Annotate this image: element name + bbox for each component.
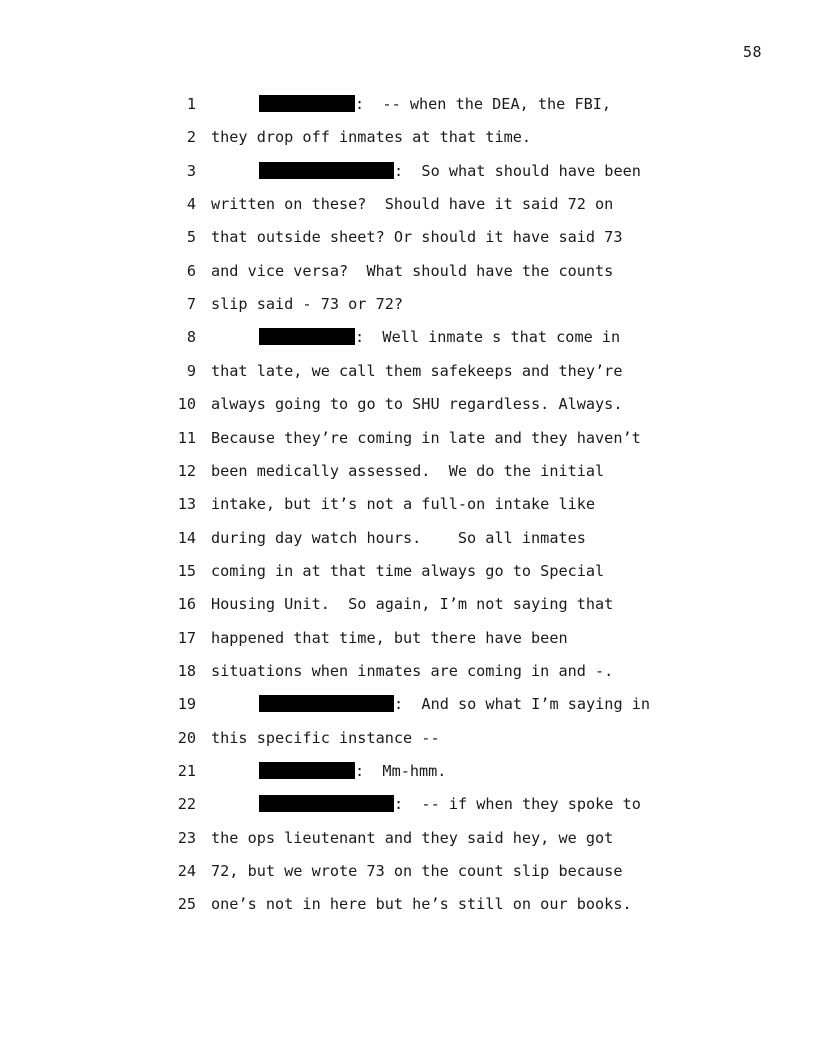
- transcript-line: [0, 394, 816, 414]
- line-text: : -- if when they spoke to: [394, 795, 641, 814]
- line-text: that outside sheet? Or should it have said 73: [211, 228, 623, 247]
- transcript-line: [0, 161, 816, 181]
- line-number: 24: [177, 862, 196, 881]
- line-text: 72, but we wrote 73 on the count slip because: [211, 862, 623, 881]
- line-number: 6: [186, 261, 196, 280]
- line-text: slip said - 73 or 72?: [211, 295, 404, 314]
- line-number: 12: [177, 461, 196, 480]
- line-text: always going to go to SHU regardless. Always.: [211, 395, 623, 414]
- line-number: 23: [177, 828, 196, 847]
- line-text: one’s not in here but he’s still on our books.: [211, 895, 632, 914]
- line-text: Because they’re coming in late and they haven’t: [211, 428, 641, 447]
- transcript-line: [0, 127, 816, 147]
- line-number: 19: [177, 695, 196, 714]
- transcript-line: [0, 794, 816, 814]
- transcript-line: [0, 861, 816, 881]
- line-text: : So what should have been: [394, 161, 641, 180]
- line-text: the ops lieutenant and they said hey, we got: [211, 828, 614, 847]
- line-number: 2: [186, 128, 196, 147]
- line-text: : And so what I’m saying in: [394, 695, 651, 714]
- line-number: 11: [177, 428, 196, 447]
- line-number: 18: [177, 661, 196, 680]
- line-text: they drop off inmates at that time.: [211, 128, 532, 147]
- speaker-line: [259, 327, 620, 347]
- line-number: 5: [186, 228, 196, 247]
- line-number: 22: [177, 795, 196, 814]
- transcript-line: [0, 694, 816, 714]
- transcript-line: [0, 628, 816, 648]
- transcript-line: [0, 594, 816, 614]
- transcript-line: [0, 261, 816, 281]
- line-text: : Well inmate s that come in: [355, 328, 621, 347]
- line-number: 20: [177, 728, 196, 747]
- transcript-line: [0, 528, 816, 548]
- line-number: 8: [186, 328, 196, 347]
- line-number: 21: [177, 762, 196, 780]
- line-number: 10: [177, 395, 196, 414]
- redacted-speaker-name: [259, 328, 355, 345]
- transcript-line: [0, 894, 816, 914]
- line-text: : -- when the DEA, the FBI,: [355, 95, 612, 113]
- transcript-line: [0, 728, 816, 748]
- line-text: Housing Unit. So again, I’m not saying that: [211, 595, 614, 614]
- transcript-line: [0, 461, 816, 481]
- line-text: situations when inmates are coming in and -.: [211, 661, 614, 680]
- line-number: 13: [177, 495, 196, 514]
- line-text: been medically assessed. We do the initial: [211, 461, 605, 480]
- line-text: happened that time, but there have been: [211, 628, 568, 647]
- transcript-line: [0, 327, 816, 347]
- transcript-line: [0, 94, 816, 114]
- line-number: 14: [177, 528, 196, 547]
- line-number: 7: [186, 295, 196, 314]
- line-number: 25: [177, 895, 196, 914]
- line-text: intake, but it’s not a full-on intake like: [211, 495, 596, 514]
- transcript-line: [0, 761, 816, 781]
- line-text: : Mm-hmm.: [355, 762, 447, 780]
- transcript-line: [0, 194, 816, 214]
- redacted-speaker-name: [259, 795, 394, 812]
- transcript-line: [0, 561, 816, 581]
- speaker-line: [259, 94, 611, 114]
- line-text: that late, we call them safekeeps and they’re: [211, 361, 623, 380]
- line-text: this specific instance --: [211, 728, 440, 747]
- line-number: 16: [177, 595, 196, 614]
- speaker-line: [259, 161, 641, 181]
- transcript-line: [0, 361, 816, 381]
- line-text: during day watch hours. So all inmates: [211, 528, 586, 547]
- line-number: 17: [177, 628, 196, 647]
- redacted-speaker-name: [259, 695, 394, 712]
- line-text: and vice versa? What should have the counts: [211, 261, 614, 280]
- line-number: 3: [186, 161, 196, 180]
- speaker-line: [259, 794, 641, 814]
- redacted-speaker-name: [259, 162, 394, 179]
- line-number: 1: [186, 95, 196, 113]
- transcript-line: [0, 661, 816, 681]
- line-number: 9: [186, 361, 196, 380]
- transcript-line: [0, 494, 816, 514]
- line-text: written on these? Should have it said 72 on: [211, 195, 614, 214]
- line-number: 4: [186, 195, 196, 214]
- transcript-line: [0, 227, 816, 247]
- page-number: 58: [742, 43, 762, 61]
- transcript-line: [0, 294, 816, 314]
- redacted-speaker-name: [259, 762, 355, 779]
- line-number: 15: [177, 561, 196, 580]
- transcript-line: [0, 828, 816, 848]
- transcript-line: [0, 428, 816, 448]
- speaker-line: [259, 694, 650, 714]
- speaker-line: [259, 761, 446, 781]
- redacted-speaker-name: [259, 95, 355, 112]
- line-text: coming in at that time always go to Special: [211, 561, 605, 580]
